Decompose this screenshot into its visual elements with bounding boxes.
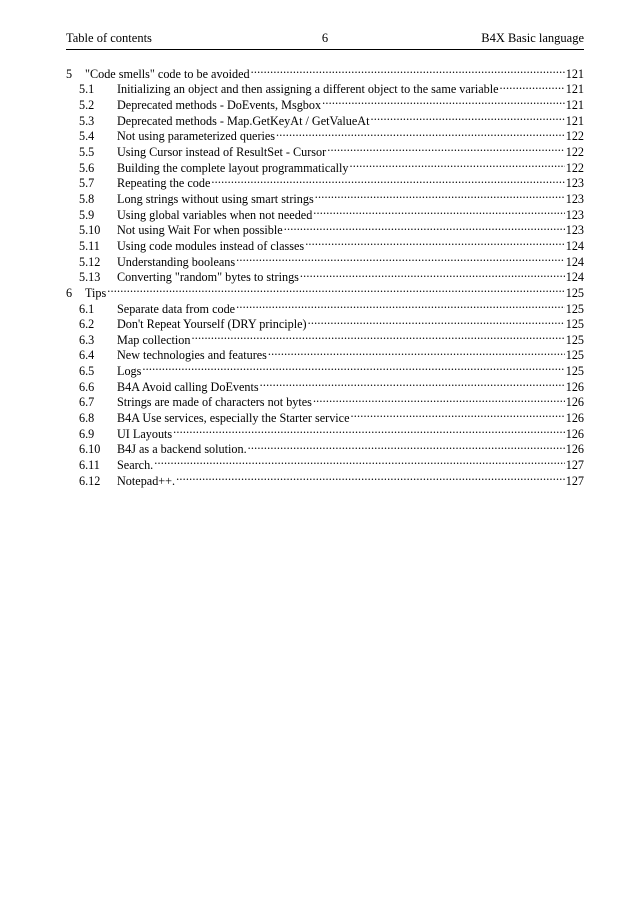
toc-dot-leader [327, 140, 565, 156]
toc-entry-page[interactable]: 127 [565, 473, 584, 488]
toc-entry-title[interactable]: Logs [117, 364, 142, 379]
toc-entry-number: 5.7 [79, 176, 95, 191]
toc-dot-leader [142, 359, 564, 375]
toc-entry-title[interactable]: Repeating the code [117, 176, 211, 191]
toc-entry-number: 5.3 [79, 113, 95, 128]
toc-entry-title[interactable]: Deprecated methods - DoEvents, Msgbox [117, 97, 322, 112]
toc-entry-page[interactable]: 125 [565, 364, 584, 379]
toc-entry-number: 5.2 [79, 97, 95, 112]
toc-dot-leader [107, 281, 564, 297]
toc-entry-page[interactable]: 124 [565, 254, 584, 269]
toc-entry-page[interactable]: 122 [565, 144, 584, 159]
toc-entry-page[interactable]: 123 [565, 223, 584, 238]
toc-entry-title[interactable]: Separate data from code [117, 301, 236, 316]
toc-entry-number: 5 [66, 66, 73, 81]
toc-entry-title[interactable]: Not using parameterized queries [117, 129, 276, 144]
toc-entry-title[interactable]: New technologies and features [117, 348, 267, 363]
toc-dot-leader [276, 125, 565, 141]
toc-entry-number: 5.13 [79, 270, 101, 285]
header-page-number: 6 [321, 31, 329, 45]
toc-dot-leader [191, 328, 564, 344]
toc-dot-leader [370, 109, 564, 125]
toc-entry-page[interactable]: 126 [565, 379, 584, 394]
toc-entry-page[interactable]: 126 [565, 426, 584, 441]
toc-entry-page[interactable]: 126 [565, 395, 584, 410]
toc-entry-page[interactable]: 125 [565, 348, 584, 363]
toc-entry-page[interactable]: 126 [565, 411, 584, 426]
toc-dot-leader [211, 172, 564, 188]
toc-dot-leader [268, 344, 565, 360]
toc-entry-number: 6.11 [79, 458, 100, 473]
header-section-title: Table of contents [66, 31, 152, 45]
toc-entry-number: 5.9 [79, 207, 95, 222]
toc-dot-leader [500, 78, 565, 94]
toc-entry-page[interactable]: 125 [565, 301, 584, 316]
toc-entry-number: 5.8 [79, 191, 95, 206]
toc-entry-title[interactable]: Search. [117, 458, 154, 473]
toc-entry-number: 6.3 [79, 332, 95, 347]
toc-dot-leader [313, 203, 564, 219]
toc-entry-page[interactable]: 122 [565, 129, 584, 144]
toc-entry-page[interactable]: 121 [565, 82, 584, 97]
toc-entry-title[interactable]: Don't Repeat Yourself (DRY principle) [117, 317, 307, 332]
toc-entry-page[interactable]: 121 [565, 113, 584, 128]
toc-entry-number: 6.4 [79, 348, 95, 363]
page-header [66, 30, 584, 48]
toc-entry-number: 6.9 [79, 426, 95, 441]
toc-entry-number: 6.6 [79, 379, 95, 394]
toc-entry-title[interactable]: Using code modules instead of classes [117, 238, 305, 253]
toc-dot-leader [176, 469, 565, 485]
toc-dot-leader [173, 422, 565, 438]
toc-entry-number: 6.8 [79, 411, 95, 426]
toc-entry-number: 5.1 [79, 82, 95, 97]
toc-entry-title[interactable]: Long strings without using smart strings [117, 191, 314, 206]
toc-dot-leader [154, 453, 565, 469]
toc-section-entry[interactable] [66, 297, 584, 316]
header-document-title: B4X Basic language [481, 31, 584, 45]
toc-dot-leader [300, 266, 565, 282]
toc-entry-page[interactable]: 121 [565, 66, 584, 81]
toc-dot-leader [315, 187, 565, 203]
toc-entry-title[interactable]: Converting "random" bytes to strings [117, 270, 299, 285]
toc-dot-leader [308, 313, 565, 329]
toc-entry-number: 6.12 [79, 473, 101, 488]
toc-dot-leader [284, 219, 565, 235]
toc-entry-page[interactable]: 126 [565, 442, 584, 457]
toc-entry-number: 5.4 [79, 129, 95, 144]
toc-entry-number: 5.10 [79, 223, 101, 238]
toc-entry-title[interactable]: Using global variables when not needed [117, 207, 313, 222]
toc-dot-leader [248, 438, 565, 454]
toc-entry-title[interactable]: Building the complete layout programmatically [117, 160, 349, 175]
toc-entry-page[interactable]: 124 [565, 270, 584, 285]
toc-entry-page[interactable]: 127 [565, 458, 584, 473]
toc-entry-number: 5.6 [79, 160, 95, 175]
toc-dot-leader [236, 297, 565, 313]
toc-entry-page[interactable]: 122 [565, 160, 584, 175]
toc-entry-page[interactable]: 121 [565, 97, 584, 112]
toc-entry-title[interactable]: Understanding booleans [117, 254, 236, 269]
toc-entry-number: 5.12 [79, 254, 101, 269]
toc-entry-page[interactable]: 125 [565, 317, 584, 332]
toc-entry-number: 6.10 [79, 442, 101, 457]
toc-chapter-entry[interactable] [66, 281, 584, 300]
toc-dot-leader [351, 406, 565, 422]
toc-chapter-entry[interactable] [66, 62, 584, 81]
toc-entry-title[interactable]: UI Layouts [117, 426, 173, 441]
toc-dot-leader [313, 391, 565, 407]
toc-entry-title[interactable]: Using Cursor instead of ResultSet - Cursor [117, 144, 327, 159]
toc-entry-page[interactable]: 123 [565, 207, 584, 222]
toc-entry-title[interactable]: B4A Avoid calling DoEvents [117, 379, 259, 394]
toc-dot-leader [260, 375, 565, 391]
toc-entry-number: 6 [66, 285, 73, 300]
table-of-contents [66, 62, 584, 488]
toc-entry-title[interactable]: Not using Wait For when possible [117, 223, 283, 238]
toc-entry-title[interactable]: Tips [85, 285, 107, 300]
toc-entry-page[interactable]: 123 [565, 191, 584, 206]
toc-dot-leader [305, 234, 565, 250]
toc-dot-leader [251, 62, 565, 78]
toc-entry-number: 6.1 [79, 301, 95, 316]
toc-entry-page[interactable]: 125 [565, 285, 584, 300]
toc-entry-page[interactable]: 123 [565, 176, 584, 191]
header-divider [66, 49, 584, 50]
toc-entry-number: 6.5 [79, 364, 95, 379]
toc-entry-page[interactable]: 124 [565, 238, 584, 253]
toc-entry-number: 6.2 [79, 317, 95, 332]
toc-entry-number: 5.11 [79, 238, 100, 253]
toc-entry-title[interactable]: Initializing an object and then assigning a different object to the same variable [117, 82, 499, 97]
toc-section-entry[interactable] [66, 375, 584, 394]
toc-entry-title[interactable]: B4J as a backend solution. [117, 442, 247, 457]
toc-dot-leader [322, 93, 565, 109]
toc-entry-number: 5.5 [79, 144, 95, 159]
toc-entry-page[interactable]: 125 [565, 332, 584, 347]
toc-entry-title[interactable]: Strings are made of characters not bytes [117, 395, 312, 410]
toc-entry-title[interactable]: Deprecated methods - Map.GetKeyAt / GetValueAt [117, 113, 370, 128]
toc-dot-leader [350, 156, 565, 172]
toc-entry-title[interactable]: "Code smells" code to be avoided [85, 66, 250, 81]
toc-entry-number: 6.7 [79, 395, 95, 410]
toc-dot-leader [236, 250, 565, 266]
toc-entry-title[interactable]: Notepad++. [117, 473, 176, 488]
toc-entry-title[interactable]: B4A Use services, especially the Starter service [117, 411, 350, 426]
toc-section-entry[interactable] [66, 359, 584, 379]
toc-entry-title[interactable]: Map collection [117, 332, 191, 347]
